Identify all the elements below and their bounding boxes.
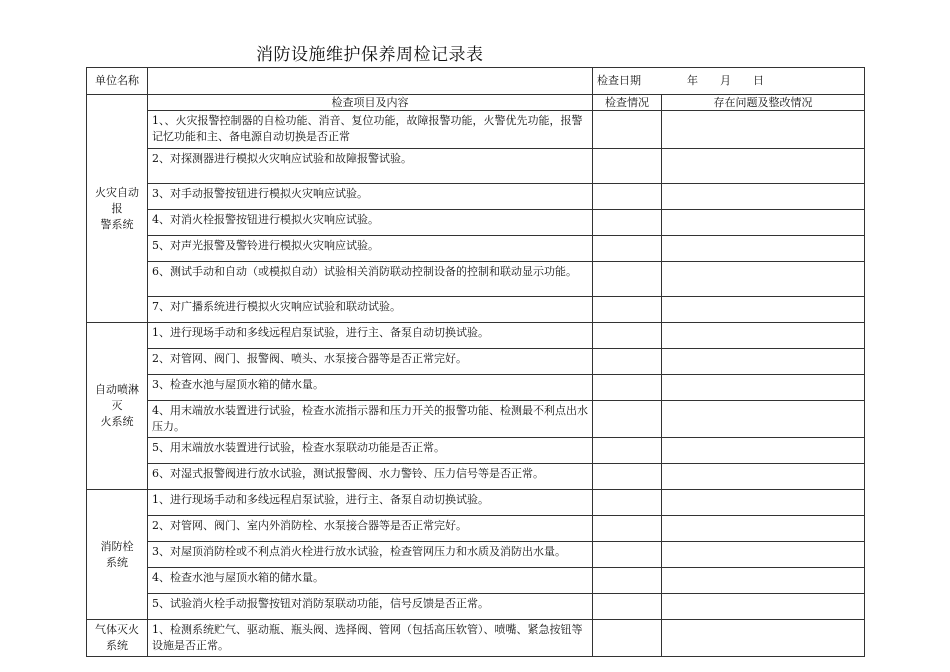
inspection-item-text: 1、检测系统贮气、驱动瓶、瓶头阀、选择阀、管网（包括高压软管）、喷嘴、紧急按钮等设施是否正常。 xyxy=(148,620,593,657)
inspection-status-cell[interactable] xyxy=(593,111,662,149)
table-row xyxy=(87,568,865,594)
inspection-status-cell[interactable] xyxy=(593,542,662,568)
column-header-items: 检查项目及内容 xyxy=(148,95,593,111)
issues-rectification-cell[interactable] xyxy=(662,262,865,297)
inspection-status-cell[interactable] xyxy=(593,490,662,516)
table-row xyxy=(87,149,865,184)
table-row xyxy=(87,490,865,516)
issues-rectification-cell[interactable] xyxy=(662,438,865,464)
inspection-item-text: 4、检查水池与屋顶水箱的储水量。 xyxy=(148,568,593,594)
date-month-label: 月 xyxy=(720,74,731,87)
inspection-status-cell[interactable] xyxy=(593,184,662,210)
date-day-label: 日 xyxy=(753,74,764,87)
section-name-line: 系统 xyxy=(106,639,128,652)
inspection-item-text: 5、用末端放水装置进行试验，检查水泵联动功能是否正常。 xyxy=(148,438,593,464)
issues-rectification-cell[interactable] xyxy=(662,375,865,401)
inspection-status-cell[interactable] xyxy=(593,375,662,401)
issues-rectification-cell[interactable] xyxy=(662,490,865,516)
inspection-item-text: 7、对广播系统进行模拟火灾响应试验和联动试验。 xyxy=(148,297,593,323)
table-row xyxy=(87,594,865,620)
inspection-table-body xyxy=(87,68,865,657)
table-row xyxy=(87,375,865,401)
inspection-item-text: 2、对探测器进行模拟火灾响应试验和故障报警试验。 xyxy=(148,149,593,184)
section-name-cell xyxy=(87,620,148,657)
unit-name-field[interactable] xyxy=(148,68,593,95)
header-row xyxy=(87,68,865,95)
inspection-status-cell[interactable] xyxy=(593,594,662,620)
issues-rectification-cell[interactable] xyxy=(662,594,865,620)
inspection-item-text: 4、对消火栓报警按钮进行模拟火灾响应试验。 xyxy=(148,210,593,236)
inspection-status-cell[interactable] xyxy=(593,323,662,349)
issues-rectification-cell[interactable] xyxy=(662,516,865,542)
issues-rectification-cell[interactable] xyxy=(662,464,865,490)
issues-rectification-cell[interactable] xyxy=(662,349,865,375)
inspection-status-cell[interactable] xyxy=(593,236,662,262)
issues-rectification-cell[interactable] xyxy=(662,542,865,568)
table-row xyxy=(87,542,865,568)
unit-name-label: 单位名称 xyxy=(87,68,148,95)
column-header-row xyxy=(87,95,865,111)
form-title: 消防设施维护保养周检记录表 xyxy=(256,45,484,65)
inspection-status-cell[interactable] xyxy=(593,438,662,464)
inspection-item-text: 3、检查水池与屋顶水箱的储水量。 xyxy=(148,375,593,401)
inspection-status-cell[interactable] xyxy=(593,464,662,490)
issues-rectification-cell[interactable] xyxy=(662,184,865,210)
inspection-status-cell[interactable] xyxy=(593,297,662,323)
inspection-status-cell[interactable] xyxy=(593,149,662,184)
inspection-item-text: 2、对管网、阀门、室内外消防栓、水泵接合器等是否正常完好。 xyxy=(148,516,593,542)
table-row xyxy=(87,349,865,375)
inspection-item-text: 4、用末端放水装置进行试验，检查水流指示器和压力开关的报警功能、检测最不利点出水压力。 xyxy=(148,401,593,438)
date-year-label: 年 xyxy=(687,74,698,87)
section-name-line: 系统 xyxy=(106,555,128,569)
inspection-item-text: 6、测试手动和自动（或模拟自动）试验相关消防联动控制设备的控制和联动显示功能。 xyxy=(148,262,593,297)
table-row xyxy=(87,323,865,349)
section-name-line: 气体灭火 xyxy=(95,623,139,636)
inspection-item-text: 2、对管网、阀门、报警阀、喷头、水泵接合器等是否正常完好。 xyxy=(148,349,593,375)
issues-rectification-cell[interactable] xyxy=(662,323,865,349)
inspection-status-cell[interactable] xyxy=(593,210,662,236)
table-row xyxy=(87,262,865,297)
section-name-line: 警系统 xyxy=(100,217,134,231)
table-row xyxy=(87,210,865,236)
table-row xyxy=(87,516,865,542)
inspection-date-label: 检查日期 xyxy=(597,74,641,87)
table-row xyxy=(87,297,865,323)
column-header-status: 检查情况 xyxy=(593,95,662,111)
issues-rectification-cell[interactable] xyxy=(662,568,865,594)
table-row xyxy=(87,236,865,262)
inspection-status-cell[interactable] xyxy=(593,262,662,297)
inspection-item-text: 3、对手动报警按钮进行模拟火灾响应试验。 xyxy=(148,184,593,210)
issues-rectification-cell[interactable] xyxy=(662,297,865,323)
issues-rectification-cell[interactable] xyxy=(662,111,865,149)
section-name-cell xyxy=(87,490,148,620)
table-row xyxy=(87,111,865,149)
table-row xyxy=(87,438,865,464)
issues-rectification-cell[interactable] xyxy=(662,620,865,657)
inspection-item-text: 5、对声光报警及警铃进行模拟火灾响应试验。 xyxy=(148,236,593,262)
inspection-item-text: 1、进行现场手动和多线远程启泵试验，进行主、备泵自动切换试验。 xyxy=(148,323,593,349)
inspection-status-cell[interactable] xyxy=(593,620,662,657)
inspection-item-text: 1、、火灾报警控制器的自检功能、消音、复位功能，故障报警功能，火警优先功能，报警记忆功能和主、备电源自动切换是否正常 xyxy=(148,111,593,149)
column-header-issues: 存在问题及整改情况 xyxy=(662,95,865,111)
inspection-status-cell[interactable] xyxy=(593,401,662,438)
table-row xyxy=(87,184,865,210)
table-row xyxy=(87,464,865,490)
issues-rectification-cell[interactable] xyxy=(662,236,865,262)
inspection-status-cell[interactable] xyxy=(593,516,662,542)
issues-rectification-cell[interactable] xyxy=(662,149,865,184)
inspection-status-cell[interactable] xyxy=(593,349,662,375)
inspection-item-text: 5、试验消火栓手动报警按钮对消防泵联动功能，信号反馈是否正常。 xyxy=(148,594,593,620)
table-row xyxy=(87,620,865,657)
table-row xyxy=(87,401,865,438)
section-name-line: 火系统 xyxy=(100,415,134,428)
inspection-item-text: 1、进行现场手动和多线远程启泵试验，进行主、备泵自动切换试验。 xyxy=(148,490,593,516)
issues-rectification-cell[interactable] xyxy=(662,401,865,438)
section-name-line: 灭 xyxy=(111,399,123,412)
inspection-table xyxy=(86,67,865,657)
inspection-item-text: 3、对屋顶消防栓或不利点消火栓进行放水试验，检查管网压力和水质及消防出水量。 xyxy=(148,542,593,568)
section-name-line: 消防栓 xyxy=(100,539,134,553)
inspection-item-text: 6、对湿式报警阀进行放水试验，测试报警阀、水力警铃、压力信号等是否正常。 xyxy=(148,464,593,490)
inspection-status-cell[interactable] xyxy=(593,568,662,594)
section-name-line: 自动喷淋 xyxy=(95,383,139,396)
inspection-date-cell[interactable] xyxy=(593,68,865,95)
section-name-cell xyxy=(87,95,148,323)
issues-rectification-cell[interactable] xyxy=(662,210,865,236)
section-name-line: 火灾自动 xyxy=(95,185,139,199)
section-name-line: 报 xyxy=(111,201,123,215)
section-name-cell xyxy=(87,323,148,490)
